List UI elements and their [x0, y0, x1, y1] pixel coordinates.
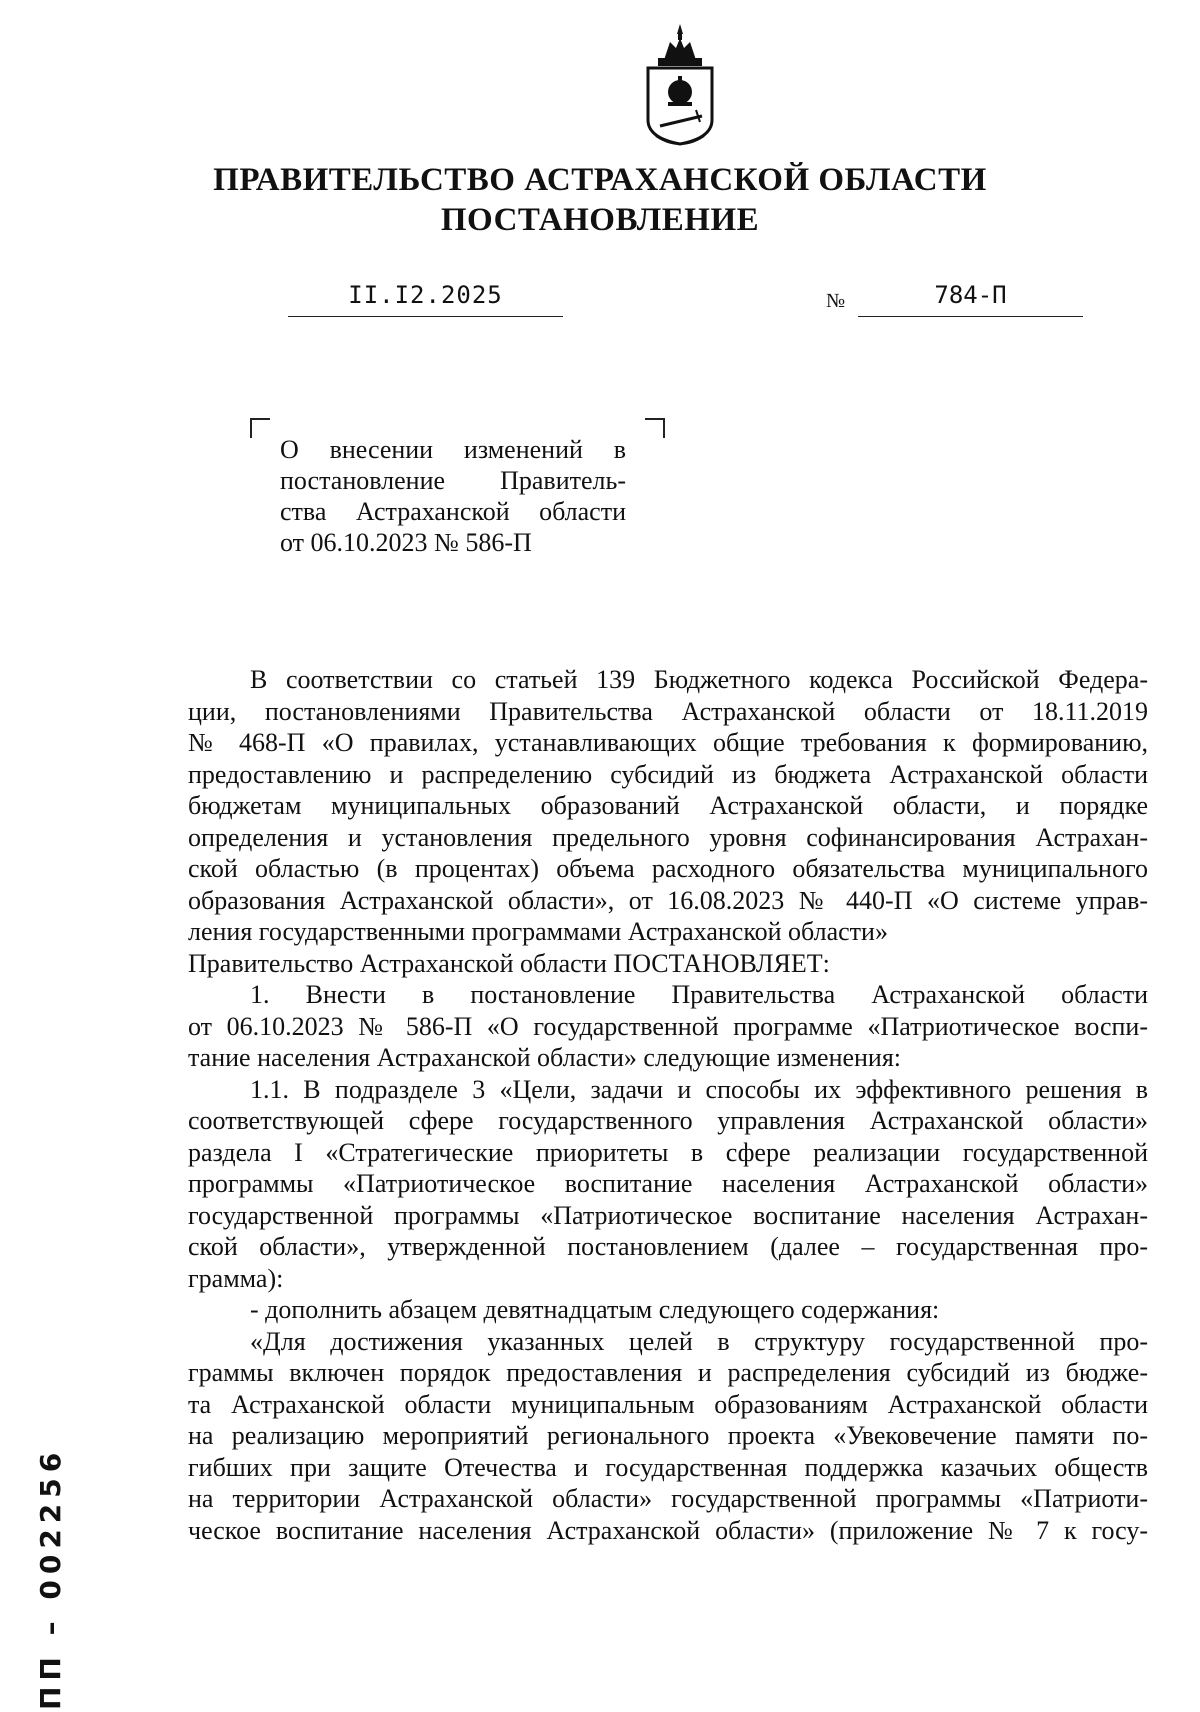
body-line: соответствующей сфере государственного управления Астраханской области»: [188, 1106, 1148, 1135]
body-line: ческое воспитание населения Астраханской области» (приложение № 7 к госу-: [188, 1515, 1148, 1545]
body-line: «Для достижения указанных целей в структуру государственной про-: [250, 1326, 1148, 1356]
body-line: грамма):: [188, 1263, 284, 1293]
subject-line: ства Астраханской области: [280, 497, 626, 526]
registration-stamp: ПП – 002256: [34, 1446, 67, 1710]
body-line: Правительство Астраханской области ПОСТАНОВЛЯЕТ:: [188, 948, 830, 978]
body-line: раздела I «Стратегические приоритеты в сфере реализации государственной: [188, 1137, 1148, 1167]
number-line: [858, 276, 1083, 317]
subject-line: О внесении изменений в: [280, 435, 626, 464]
body-line: та Астраханской области муниципальным образованиям Астраханской области: [188, 1389, 1148, 1419]
body-line: ции, постановлениями Правительства Астраханской области от 18.11.2019: [188, 696, 1148, 726]
body-line: программы «Патриотическое воспитание населения Астраханской области»: [188, 1169, 1148, 1198]
date-line: [288, 276, 563, 317]
government-title: ПРАВИТЕЛЬСТВО АСТРАХАНСКОЙ ОБЛАСТИ: [213, 162, 987, 198]
document-number: 784-П: [934, 281, 1007, 309]
body-line: от 06.10.2023 № 586-П «О государственной программе «Патриотическое воспи-: [188, 1011, 1148, 1041]
body-line: тание населения Астраханской области» следующие изменения:: [188, 1043, 902, 1072]
body-line: № 468-П «О правилах, устанавливающих общие требования к формированию,: [188, 728, 1148, 757]
subject-line: постановление Правитель-: [280, 466, 626, 495]
subject-block: [280, 434, 626, 558]
body-line: 1. Внести в постановление Правительства Астраханской области: [250, 980, 1148, 1009]
body-line: образования Астраханской области», от 16.08.2023 № 440-П «О системе управ-: [188, 885, 1148, 915]
body-line: 1.1. В подразделе 3 «Цели, задачи и способы их эффективного решения в: [250, 1074, 1148, 1104]
body-line: ления государственными программами Астраханской области»: [188, 917, 888, 946]
bracket-corner-right: [645, 418, 665, 438]
document-date: II.I2.2025: [348, 281, 503, 309]
body-line: предоставлению и распределению субсидий из бюджета Астраханской области: [188, 759, 1148, 789]
body-line: на реализацию мероприятий регионального проекта «Увековечение памяти по-: [188, 1421, 1148, 1450]
document-type: ПОСТАНОВЛЕНИЕ: [440, 202, 760, 238]
body-line: на территории Астраханской области» государственной программы «Патриоти-: [188, 1484, 1148, 1513]
bracket-corner-left: [250, 418, 270, 438]
body-line: граммы включен порядок предоставления и распределения субсидий из бюдже-: [188, 1358, 1148, 1387]
document-body: [188, 664, 1148, 1546]
body-line: В соответствии со статьей 139 Бюджетного кодекса Российской Федера-: [250, 665, 1148, 694]
body-line: определения и установления предельного уровня софинансирования Астрахан-: [188, 822, 1148, 852]
body-line: - дополнить абзацем девятнадцатым следующего содержания:: [250, 1295, 940, 1324]
body-line: бюджетам муниципальных образований Астраханской области, и порядке: [188, 791, 1148, 820]
body-line: гибших при защите Отечества и государственная поддержка казачьих обществ: [188, 1452, 1148, 1482]
subject-line: от 06.10.2023 № 586-П: [280, 528, 532, 557]
body-line: ской областью (в процентах) объема расходного обязательства муниципального: [188, 854, 1148, 883]
coat-of-arms-emblem: [640, 20, 720, 160]
number-sign: №: [826, 290, 846, 312]
body-line: государственной программы «Патриотическое воспитание населения Астрахан-: [188, 1200, 1148, 1230]
body-line: ской области», утвержденной постановлением (далее – государственная про-: [188, 1232, 1148, 1261]
